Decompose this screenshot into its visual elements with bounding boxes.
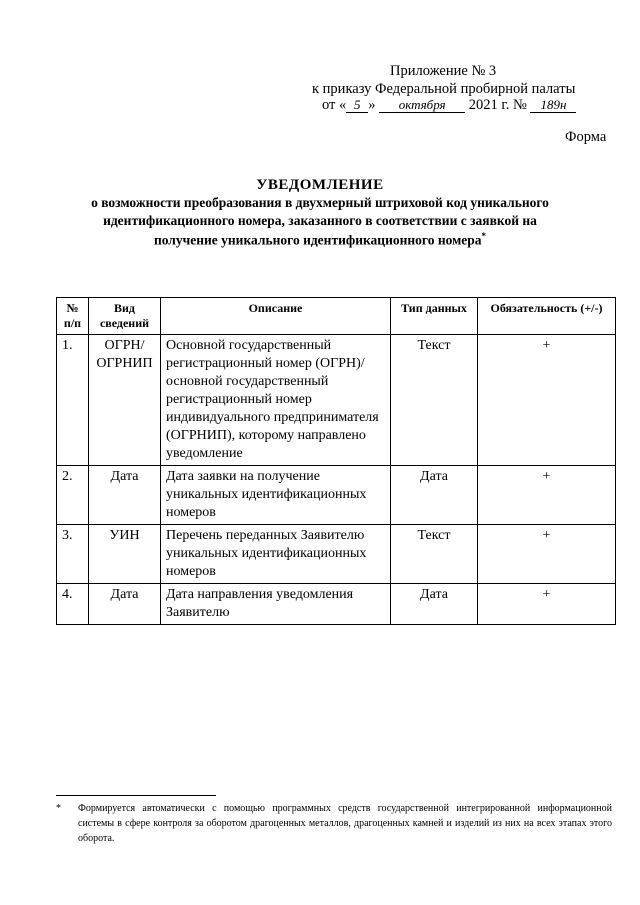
title-line-1: о возможности преобразования в двухмерный штриховой код уникального: [91, 195, 549, 210]
table-row: [57, 335, 616, 466]
table-row: [57, 466, 616, 525]
table-header-row: [57, 298, 616, 335]
order-date-line: [322, 96, 576, 114]
row-num: 2.: [57, 466, 89, 525]
order-year-text: 2021 г. №: [468, 97, 527, 113]
row-required: +: [478, 584, 616, 625]
header-description: Описание: [161, 298, 391, 335]
row-type: Дата: [391, 466, 478, 525]
form-label: Форма: [565, 129, 607, 145]
footnote: [56, 801, 612, 846]
order-number: 189н: [530, 97, 576, 113]
header-num: № п/п: [57, 298, 89, 335]
row-description: Перечень переданных Заявителю уникальных идентификационных номеров: [161, 525, 391, 584]
date-prefix: от «: [322, 97, 347, 113]
row-kind: Дата: [89, 584, 161, 625]
order-day: 5: [346, 97, 368, 113]
row-description: Основной государственный регистрационный номер (ОГРН)/ основной государственный регистрационный номер индивидуального предпринимателя (ОГРНИП), которому направлено уведомление: [161, 335, 391, 466]
row-type: Текст: [391, 525, 478, 584]
footnote-star: *: [56, 803, 61, 814]
row-kind: Дата: [89, 466, 161, 525]
row-num: 4.: [57, 584, 89, 625]
row-required: +: [478, 466, 616, 525]
order-month: октября: [379, 97, 465, 113]
appendix-label: Приложение № 3: [390, 63, 497, 79]
table-row: [57, 584, 616, 625]
row-description: Дата направления уведомления Заявителю: [161, 584, 391, 625]
header-kind: Вид сведений: [89, 298, 161, 335]
header-type: Тип данных: [391, 298, 478, 335]
title-line-3-text: получение уникального идентификационного номера: [153, 232, 482, 248]
data-table: [56, 297, 616, 625]
footnote-divider: [56, 795, 216, 796]
row-num: 1.: [57, 335, 89, 466]
date-mid: »: [368, 97, 376, 113]
footnote-mark: *: [481, 231, 487, 241]
document-title: УВЕДОМЛЕНИЕ: [256, 177, 384, 193]
row-required: +: [478, 525, 616, 584]
header-required: Обязательность (+/-): [478, 298, 616, 335]
row-kind: ОГРН/ ОГРНИП: [89, 335, 161, 466]
title-line-2: идентификационного номера, заказанного в соответствии с заявкой на: [103, 213, 537, 228]
row-type: Дата: [391, 584, 478, 625]
row-type: Текст: [391, 335, 478, 466]
order-line: к приказу Федеральной пробирной палаты: [312, 81, 576, 97]
footnote-text: Формируется автоматически с помощью программных средств государственной интегрированной информационной системы в сфере контроля за оборотом драгоценных металлов, драгоценных камней и изделий из них на всех этапах этого оборота.: [78, 803, 612, 844]
table-row: [57, 525, 616, 584]
row-description: Дата заявки на получение уникальных идентификационных номеров: [161, 466, 391, 525]
row-num: 3.: [57, 525, 89, 584]
title-line-3: [0, 231, 640, 249]
row-kind: УИН: [89, 525, 161, 584]
row-required: +: [478, 335, 616, 466]
